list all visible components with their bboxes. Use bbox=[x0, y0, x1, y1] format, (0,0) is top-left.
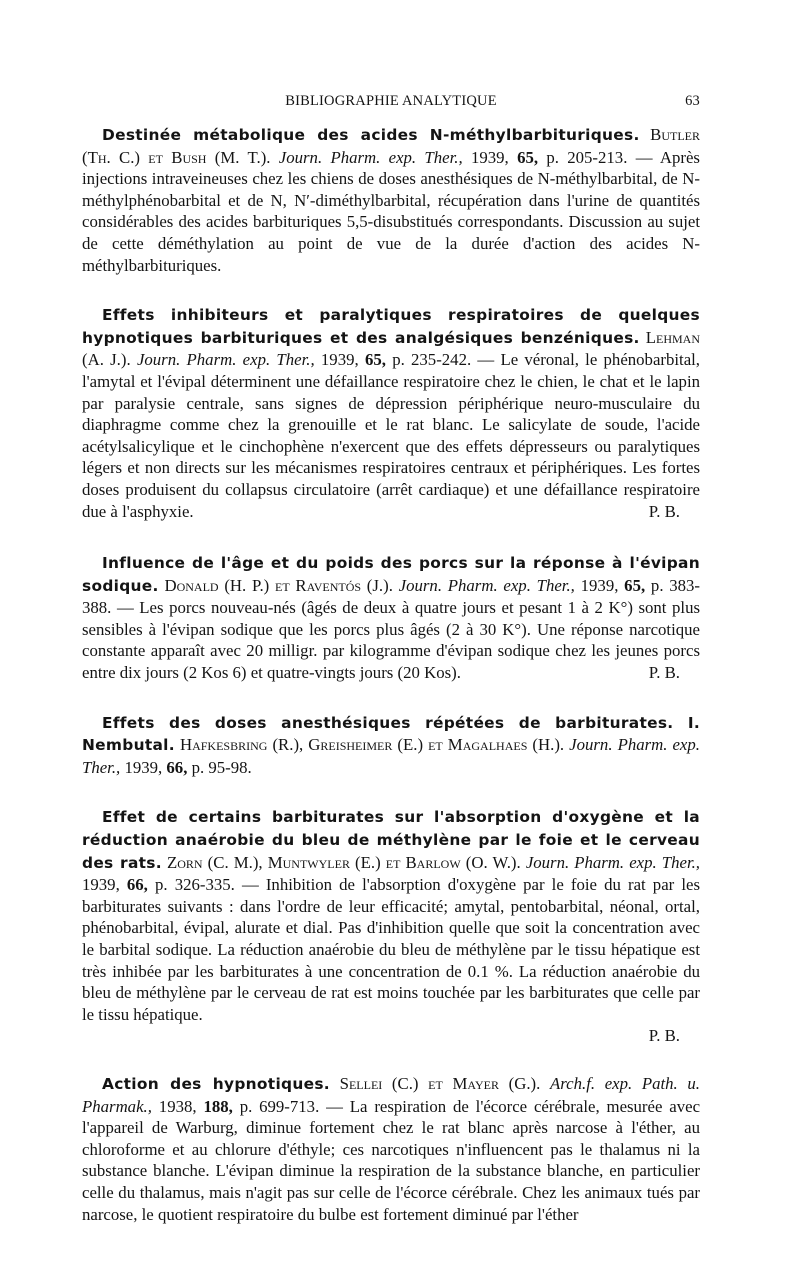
entry-pages: p. 95-98. bbox=[191, 757, 252, 777]
entry-journal: Journ. Pharm. exp. Ther., bbox=[525, 852, 701, 872]
entry-journal: Journ. Pharm. exp. Ther., bbox=[398, 575, 575, 595]
entry-body: — Après injections intraveineuses chez les chiens de doses anesthésiques de N-méthylbarbital, de N-méthylphénobarbital et de N, N′-diméthylbarbital, récupération dans l'urine de quantités considérables des acides barbituriques 5,5-disubstitués correspondants. Discussion au sujet de cette déméthylation au point de vue de la durée d'action des acides N-méthylbarbituriques. bbox=[82, 147, 700, 275]
entry-journal: Journ. Pharm. exp. Ther., bbox=[136, 350, 315, 370]
entry-authors: Hafkesbring (R.), Greisheimer (E.) et Magalhaes (H.). bbox=[179, 735, 565, 755]
entry-year: 1939, bbox=[320, 350, 359, 370]
entry-pages: p. 235-242. bbox=[392, 350, 472, 370]
article-column bbox=[82, 124, 700, 1225]
entry-title: Effet de certains barbiturates sur l'absorption d'oxygène et la réduction anaérobie du bleu de méthylène par le foie et le cerveau des rats. bbox=[82, 808, 700, 872]
entry-body: — Inhibition de l'absorption d'oxygène par le foie du rat par les barbiturates suivants : dans l'ordre de leur efficacité; amytal, pentobarbital, néonal, ortal, phénobarbital, évipal, alurate et dial. Pas d'inhibition quelle que soit la concentration avec le barbital sodique. La réduction anaérobie du bleu de méthylène par le tissu hépatique est très inhibée par les barbiturates à une concentration de 0.1 %. La réduction anaérobie du bleu de méthylène par le cerveau de rat est moins touchée par les barbiturates que celle par le tissu hépatique. bbox=[82, 875, 700, 1024]
entry-volume: 188, bbox=[203, 1096, 233, 1116]
entry-title: Destinée métabolique des acides N-méthylbarbituriques. bbox=[102, 126, 640, 144]
entry-authors: Sellei (C.) et Mayer (G.). bbox=[339, 1073, 541, 1093]
entry-body: — Les porcs nouveau-nés (âgés de deux à quatre jours et pesant 1 à 2 K°) sont plus sensibles à l'évipan sodique que les porcs plus âgés (2 à 30 K°). Une réponse narcotique constante apparaît avec 20 milligr. par kilogramme d'évipan sodique chez les jeunes porcs entre dix jours (2 Kos 6) et quatre-vingts jours (20 Kos). bbox=[82, 598, 700, 683]
entry-volume: 65, bbox=[364, 350, 386, 370]
entry-pages: p. 326-335. bbox=[155, 875, 235, 895]
entry-year: 1939, bbox=[470, 147, 509, 167]
entry-authors: Lehman (A. J.). bbox=[82, 327, 700, 370]
entry-journal: Arch.f. exp. Path. u. Pharmak., bbox=[82, 1073, 700, 1116]
entry-journal: Journ. Pharm. exp. Ther., bbox=[82, 735, 700, 777]
bibliography-entry bbox=[82, 1073, 700, 1225]
entry-title: Effets des doses anesthésiques répétées de barbiturates. I. Nembutal. bbox=[82, 713, 700, 755]
entry-body: — La respiration de l'écorce cérébrale, mesurée avec l'appareil de Warburg, diminue fortement chez le rat blanc après narcose à l'éther, au chloroforme et au chlorure d'éthyle; ces narcotiques n'influencent pas le thalamus ni la substance blanche. L'évipan diminue la respiration de la substance blanche, en particulier celle du thalamus, mais n'agit pas sur celle de l'écorce cérébrale. Chez les animaux tués par narcose, le quotient respiratoire du bulbe est fortement diminué par l'éther bbox=[82, 1096, 701, 1224]
entry-title: Influence de l'âge et du poids des porcs sur la réponse à l'évipan sodique. bbox=[82, 554, 700, 595]
entry-year: 1938, bbox=[158, 1096, 197, 1116]
entry-pages: p. 383-388. bbox=[82, 575, 701, 618]
entry-volume: 65, bbox=[517, 147, 539, 167]
page-number: 63 bbox=[685, 93, 700, 109]
entry-authors: Donald (H. P.) et Raventós (J.). bbox=[164, 575, 393, 595]
bibliography-entry bbox=[82, 124, 700, 276]
entry-signature: P. B. bbox=[648, 501, 680, 521]
entry-volume: 65, bbox=[624, 575, 646, 595]
entry-signature: P. B. bbox=[648, 663, 680, 683]
bibliography-entry bbox=[82, 552, 700, 684]
entry-title: Action des hypnotiques. bbox=[102, 1074, 330, 1093]
entry-body: — Le véronal, le phénobarbital, l'amytal et l'évipal déterminent une défaillance respiratoire chez le chien, le chat et le lapin par paralysie centrale, sans signes de dépression périphérique neuro-musculaire du diaphragme comme chez la grenouille et le rat blanc. Le salicylate de soude, l'acide acétylsalicylique et le cinchophène n'exercent que des effets dépresseurs ou paralytiques légers et non directs sur les mécanismes respiratoires centraux et périphériques. Les fortes doses produisent du collapsus circulatoire (arrêt cardiaque) et une défaillance respiratoire due à l'asphyxie. bbox=[82, 350, 701, 521]
bibliography-entry bbox=[82, 806, 700, 1047]
entry-volume: 66, bbox=[126, 875, 148, 895]
entry-authors: Zorn (C. M.), Muntwyler (E.) et Barlow (O. W.). bbox=[167, 852, 521, 872]
entry-volume: 66, bbox=[166, 757, 188, 777]
entry-year: 1939, bbox=[580, 575, 619, 595]
entry-journal: Journ. Pharm. exp. Ther., bbox=[278, 147, 463, 167]
entry-year: 1939, bbox=[124, 757, 163, 777]
entry-pages: p. 205-213. bbox=[546, 147, 628, 167]
header-title: BIBLIOGRAPHIE ANALYTIQUE bbox=[285, 93, 497, 109]
entry-authors: Butler (Th. C.) et Bush (M. T.). bbox=[82, 125, 700, 167]
entry-pages: p. 699-713. bbox=[239, 1096, 320, 1116]
entry-title: Effets inhibiteurs et paralytiques respiratoires de quelques hypnotiques barbituriques et des analgésiques benzéniques. bbox=[82, 306, 700, 347]
entry-signature: P. B. bbox=[648, 1026, 680, 1046]
bibliography-entry bbox=[82, 712, 700, 779]
entry-year: 1939, bbox=[82, 875, 120, 895]
bibliography-entry bbox=[82, 304, 700, 522]
